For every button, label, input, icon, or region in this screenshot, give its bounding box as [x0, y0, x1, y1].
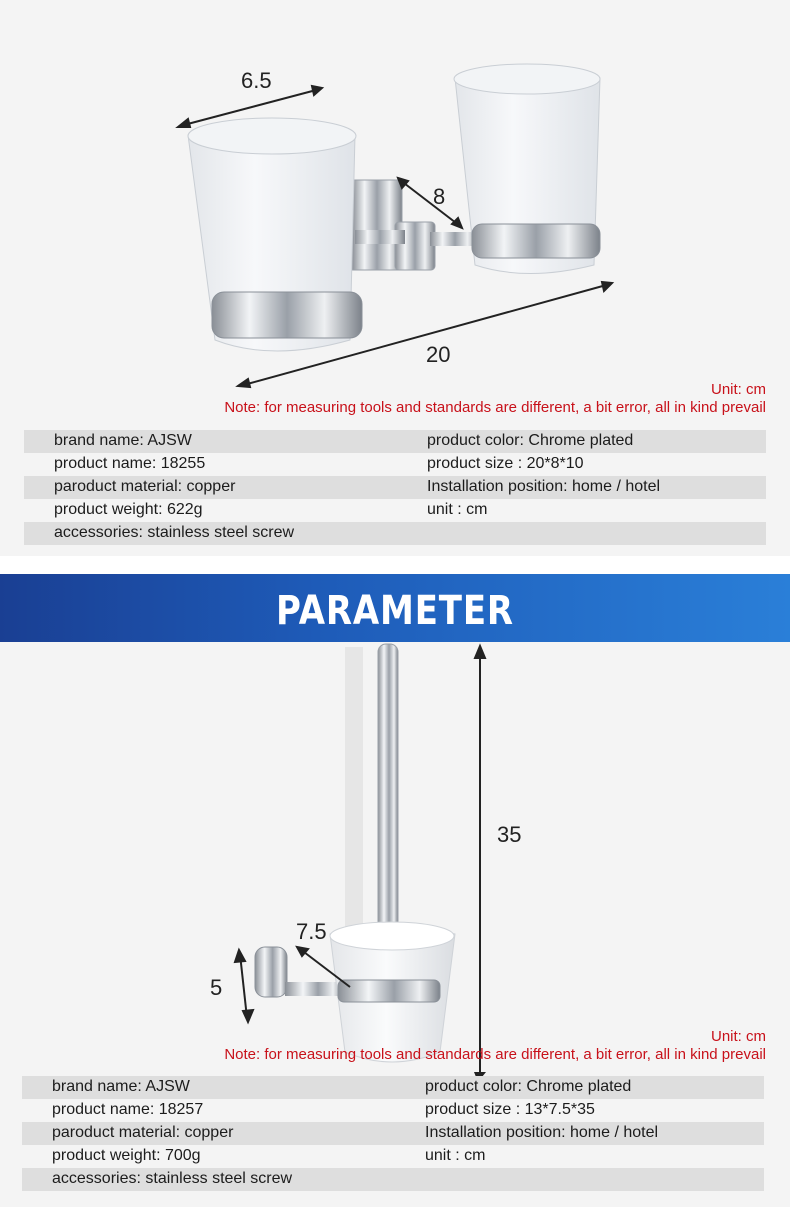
- spec-installation-position: Installation position: home / hotel: [427, 478, 661, 495]
- spec-weight: product weight: 700g: [52, 1147, 201, 1164]
- unit-note: Unit: cm: [710, 1028, 766, 1045]
- spec-row: [22, 1122, 764, 1145]
- measurement-note: Note: for measuring tools and standards are different, a bit error, all in kind prevail: [224, 399, 766, 416]
- section-gap: [0, 556, 790, 574]
- tumbler-holder-image: [0, 0, 790, 400]
- spec-material: paroduct material: copper: [54, 478, 236, 495]
- spec-row: [22, 1076, 764, 1099]
- spec-row: [24, 430, 766, 453]
- spec-installation-position: Installation position: home / hotel: [425, 1124, 659, 1141]
- spec-brand-name: brand name: AJSW: [54, 432, 192, 449]
- spec-row: [24, 476, 766, 499]
- banner-title: PARAMETER: [276, 588, 514, 634]
- spec-brand-name: brand name: AJSW: [52, 1078, 190, 1095]
- spec-weight: product weight: 622g: [54, 501, 203, 518]
- spec-table-18257: [22, 1076, 764, 1191]
- spec-product-color: product color: Chrome plated: [427, 432, 634, 449]
- spec-unit: unit : cm: [425, 1147, 486, 1164]
- bottom-gap: [0, 1207, 790, 1221]
- spec-product-size: product size : 13*7.5*35: [425, 1101, 595, 1118]
- dimension-depth: 7.5: [296, 919, 327, 944]
- spec-row: [24, 499, 766, 522]
- unit-note: Unit: cm: [710, 381, 766, 398]
- spec-table-18255: [24, 430, 766, 545]
- spec-row: [24, 453, 766, 476]
- measurement-note: Note: for measuring tools and standards are different, a bit error, all in kind prevail: [224, 1046, 766, 1063]
- spec-material: paroduct material: copper: [52, 1124, 234, 1141]
- toilet-brush-image: [0, 642, 790, 1082]
- spec-product-size: product size : 20*8*10: [427, 455, 584, 472]
- spec-row: [22, 1168, 764, 1191]
- spec-accessories: accessories: stainless steel screw: [52, 1170, 293, 1187]
- dimension-height: 35: [497, 822, 522, 847]
- dimension-depth: 8: [433, 184, 446, 209]
- spec-row: [22, 1099, 764, 1122]
- spec-row: [24, 522, 766, 545]
- spec-accessories: accessories: stainless steel screw: [54, 524, 295, 541]
- dimension-mount: 5: [210, 975, 223, 1000]
- spec-product-name: product name: 18255: [54, 455, 206, 472]
- spec-product-name: product name: 18257: [52, 1101, 204, 1118]
- spec-unit: unit : cm: [427, 501, 488, 518]
- dimension-length: 20: [426, 342, 451, 367]
- spec-row: [22, 1145, 764, 1168]
- spec-product-color: product color: Chrome plated: [425, 1078, 632, 1095]
- dimension-width: 6.5: [241, 68, 272, 93]
